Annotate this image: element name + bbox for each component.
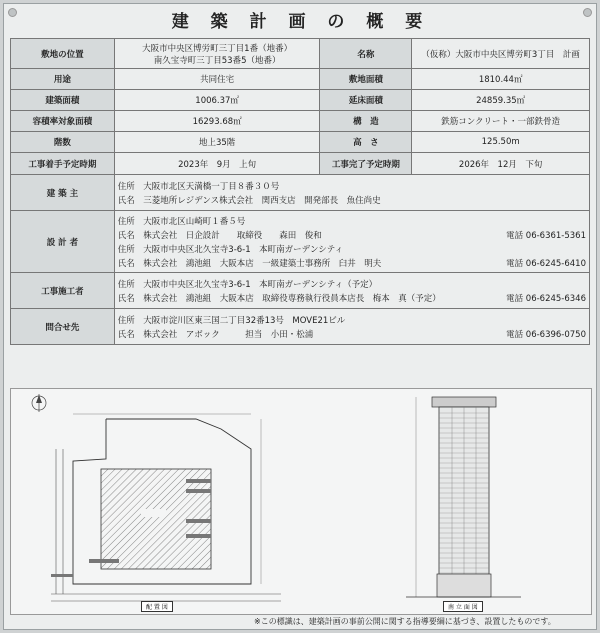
elevation-drawing: [406, 397, 521, 597]
floor-area-value: 24859.35㎡: [412, 90, 590, 111]
contact-label: 問合せ先: [11, 309, 115, 345]
contractor-label: 工事施工者: [11, 273, 115, 309]
floors-label: 階数: [11, 132, 115, 153]
height-label: 高 さ: [320, 132, 412, 153]
elevation-label: 南 立 面 図: [443, 601, 483, 612]
building-area-label: 建築面積: [11, 90, 115, 111]
name-value: （仮称）大阪市中央区博労町3丁目 計画: [412, 39, 590, 69]
floors-value: 地上35階: [114, 132, 320, 153]
site-plan-drawing: [11, 389, 591, 614]
contact-info: 住所 大阪市淀川区東三国二丁目32番13号 MOVE21ビル 氏名 株式会社 アボック 担当 小田・松浦 電話 06-6396-0750: [114, 309, 589, 345]
site-location-value: 大阪市中央区博労町三丁目1番（地番） 南久宝寺町三丁目53番5（地番）: [114, 39, 320, 69]
structure-label: 構 造: [320, 111, 412, 132]
designer-label: 設 計 者: [11, 211, 115, 273]
end-value: 2026年 12月 下旬: [412, 153, 590, 175]
site-plan-label: 配 置 図: [141, 601, 173, 612]
use-value: 共同住宅: [114, 69, 320, 90]
start-value: 2023年 9月 上旬: [114, 153, 320, 175]
use-label: 用途: [11, 69, 115, 90]
contractor-info: 住所 大阪市中央区北久宝寺3-6-1 本町南ガーデンシティ（予定） 氏名 株式会社 鴻池組 大阪本店 取締役専務執行役員本店長 梅本 真（予定） 電話 06-6245-6346: [114, 273, 589, 309]
footnote: ※この標識は、建築計画の事前公開に関する指導要綱に基づき、設置したものです。: [254, 617, 556, 626]
owner-label: 建 築 主: [11, 175, 115, 211]
site-area-value: 1810.44㎡: [412, 69, 590, 90]
owner-info: 住所 大阪市北区天満橋一丁目８番３０号 氏名 三菱地所レジデンス株式会社 関西支店 開発部長 魚住尚史: [114, 175, 589, 211]
site-area-label: 敷地面積: [320, 69, 412, 90]
designer-info: 住所 大阪市北区山崎町１番５号 氏名 株式会社 日企設計 取締役 森田 俊和 電話 06-6361-5361 住所 大阪市中央区北久宝寺3-6-1 本町南ガーデンシティ 氏名 株式会社 鴻池組 大阪本店 一級建築士事務所 臼井 明夫 電話 06-6245-6410: [114, 211, 589, 273]
structure-value: 鉄筋コンクリート・一部鉄骨造: [412, 111, 590, 132]
start-label: 工事着手予定時期: [11, 153, 115, 175]
far-area-value: 16293.68㎡: [114, 111, 320, 132]
far-area-label: 容積率対象面積: [11, 111, 115, 132]
end-label: 工事完了予定時期: [320, 153, 412, 175]
name-label: 名称: [320, 39, 412, 69]
spec-table: [10, 38, 590, 345]
height-value: 125.50m: [412, 132, 590, 153]
north-arrow-icon: [32, 394, 46, 412]
notice-board: [3, 3, 597, 630]
board-title: 建 築 計 画 の 概 要: [171, 12, 431, 32]
drawings-area: [10, 388, 592, 615]
site-location-label: 敷地の位置: [11, 39, 115, 69]
floor-area-label: 延床面積: [320, 90, 412, 111]
building-area-value: 1006.37㎡: [114, 90, 320, 111]
